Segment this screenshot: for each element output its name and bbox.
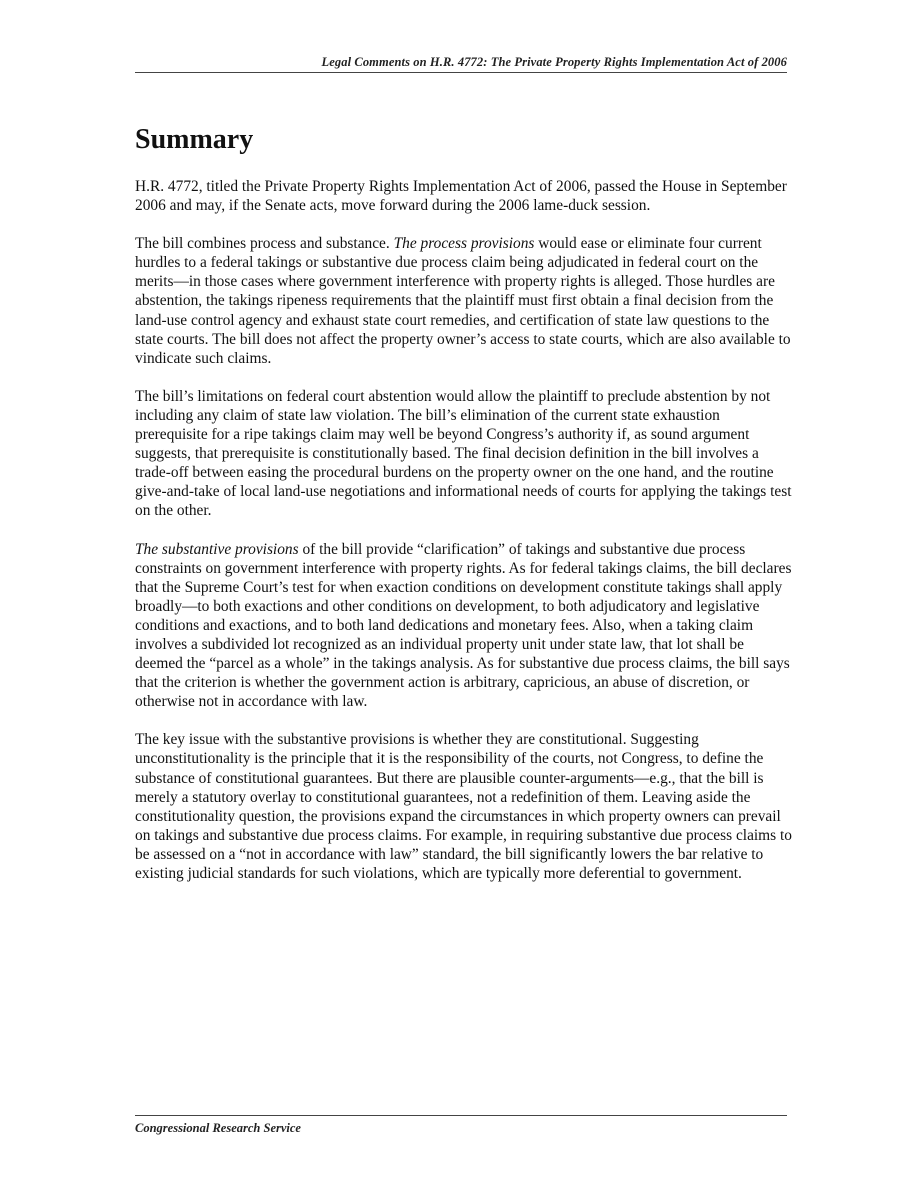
paragraph-process-provisions xyxy=(135,234,795,368)
paragraph-intro: H.R. 4772, titled the Private Property Rights Implementation Act of 2006, passed the House in September 2006 and may, if the Senate acts, move forward during the 2006 lame-duck session. xyxy=(135,178,787,215)
running-header: Legal Comments on H.R. 4772: The Private Property Rights Implementation Act of 2006 xyxy=(321,55,787,69)
header-divider xyxy=(135,72,787,73)
page-title: Summary xyxy=(135,124,254,155)
paragraph-process-rest: would ease or eliminate four current hurdles to a federal takings or substantive due process claim being adjudicated in federal court on the merits—in those cases where government interference with property rights is alleged. Those hurdles are abstention, the takings ripeness requirements that the plaintiff must first obtain a final decision from the land-use control agency and exhaust state court remedies, and certification of state law questions to the state courts. The bill does not affect the property owner’s access to state courts, which are also available to vindicate such claims. xyxy=(135,235,791,367)
paragraph-abstention: The bill’s limitations on federal court abstention would allow the plaintiff to preclude abstention by not including any claim of state law violation. The bill’s elimination of the current state exhaustion prerequisite for a ripe takings claim may well be beyond Congress’s authority if, as sound argument suggests, that prerequisite is constitutionally based. The final decision definition in the bill involves a trade-off between easing the procedural burdens on the property owner on the one hand, and the routine give-and-take of local land-use negotiations and informational needs of courts for applying the takings test on the other. xyxy=(135,387,792,520)
footer-divider xyxy=(135,1115,787,1116)
paragraph-process-lead: The bill combines process and substance. xyxy=(135,235,394,253)
paragraph-substantive-provisions xyxy=(135,540,795,712)
process-provisions-emphasis: The process provisions xyxy=(393,235,535,253)
summary-body xyxy=(135,177,795,902)
substantive-provisions-emphasis: The substantive provisions xyxy=(135,540,299,558)
footer-label: Congressional Research Service xyxy=(135,1121,301,1135)
paragraph-constitutionality: The key issue with the substantive provisions is whether they are constitutional. Suggesting unconstitutionality is the principle that it is the responsibility of the courts, not Congress, to define the substance of constitutional guarantees. But there are plausible counter-arguments—e.g., that the bill is merely a statutory overlay to constitutional guarantees, not a redefinition of them. Leaving aside the constitutionality question, the provisions expand the circumstances in which property owners can prevail on takings and substantive due process claims. For example, in requiring substantive due process claims to be assessed on a “not in accordance with law” standard, the bill significantly lowers the bar relative to existing judicial standards for such violations, which are typically more deferential to government. xyxy=(135,731,792,882)
paragraph-substantive-rest: of the bill provide “clarification” of takings and substantive due process constraints on government interference with property rights. As for federal takings claims, the bill declares that the Supreme Court’s test for when exaction conditions on development constitute takings shall apply broadly—to both exactions and other conditions on development, to both adjudicatory and legislative conditions and exactions, and to both land dedications and monetary fees. Also, when a taking claim involves a subdivided lot recognized as an individual property unit under state law, that lot shall be deemed the “parcel as a whole” in the takings analysis. As for substantive due process claims, the bill says that the criterion is whether the government action is arbitrary, capricious, an abuse of discretion, or otherwise not in accordance with law. xyxy=(135,540,792,711)
